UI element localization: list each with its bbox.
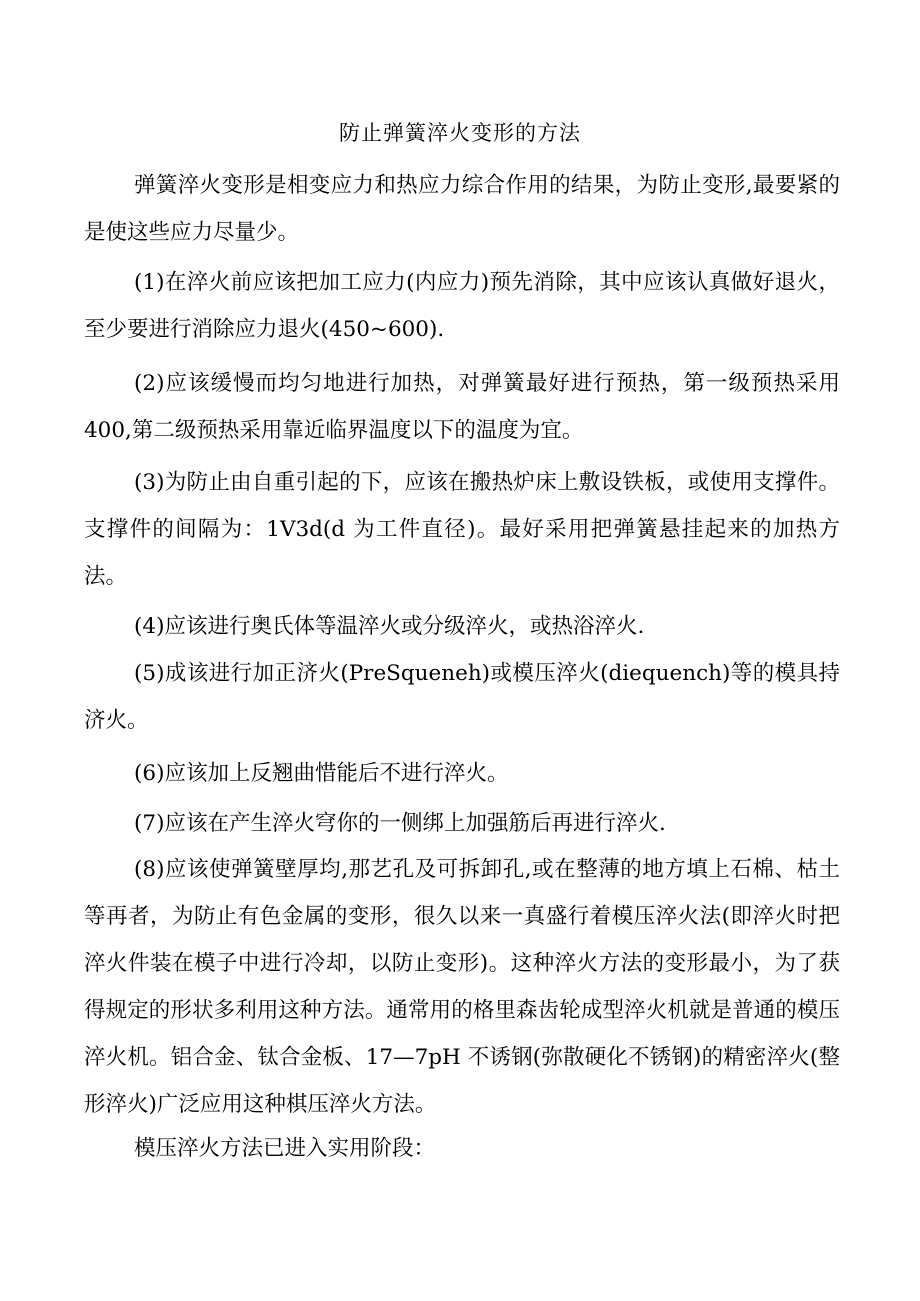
paragraph-item-4: (4)应该进行奥氏体等温淬火或分级淬火，或热浴淬火. <box>134 614 645 639</box>
paragraph-item-8: (8)应该使弹簧壁厚均,那艺孔及可拆卸孔,或在整薄的地方填上石棉、枯土等再者，为防止有色金属的变形，很久以来一真盛行着模压淬火法(即淬火时把淬火件装在模子中进行冷却，以防止变形)。这种淬火方法的变形最小，为了获得规定的形状多利用这种方法。通常用的格里森齿轮成型淬火机就是普通的模压淬火机。铝合金、钛合金板、17—7pH 不诱钢(弥散硬化不锈钢)的精密淬火(整形淬火)广泛应用这种棋压淬火方法。 <box>84 857 840 1117</box>
paragraph-item-3: (3)为防止由自重引起的下，应该在搬热炉床上敷设铁板，或使用支撑件。支撑件的间隔为：1V3d(d 为工件直径)。最好采用把弹簧悬挂起来的加热方法。 <box>84 470 840 589</box>
paragraph-item-1: (1)在淬火前应该把加工应力(内应力)预先消除，其中应该认真做好退火，至少要进行消除应力退火(450~600). <box>84 270 840 342</box>
closing-paragraph: 模压淬火方法已进入实用阶段： <box>134 1136 436 1161</box>
document-title: 防止弹簧淬火变形的方法 <box>339 121 581 145</box>
paragraph-item-2: (2)应该缓慢而均匀地进行加热，对弹簧最好进行预热，第一级预热采用 400,第二级预热采用靠近临界温度以下的温度为宜。 <box>84 371 840 443</box>
paragraph-item-5: (5)成该进行加正济火(PreSqueneh)或模压淬火(diequench)等的模具持济火。 <box>84 661 840 733</box>
intro-paragraph: 弹簧淬火变形是相变应力和热应力综合作用的结果，为防止变形,最要紧的是使这些应力尽量少。 <box>84 173 840 245</box>
paragraph-item-7: (7)应该在产生淬火穹你的一侧绑上加强筋后再进行淬火. <box>134 811 666 836</box>
paragraph-item-6: (6)应该加上反翘曲惜能后不进行淬火。 <box>134 761 509 786</box>
